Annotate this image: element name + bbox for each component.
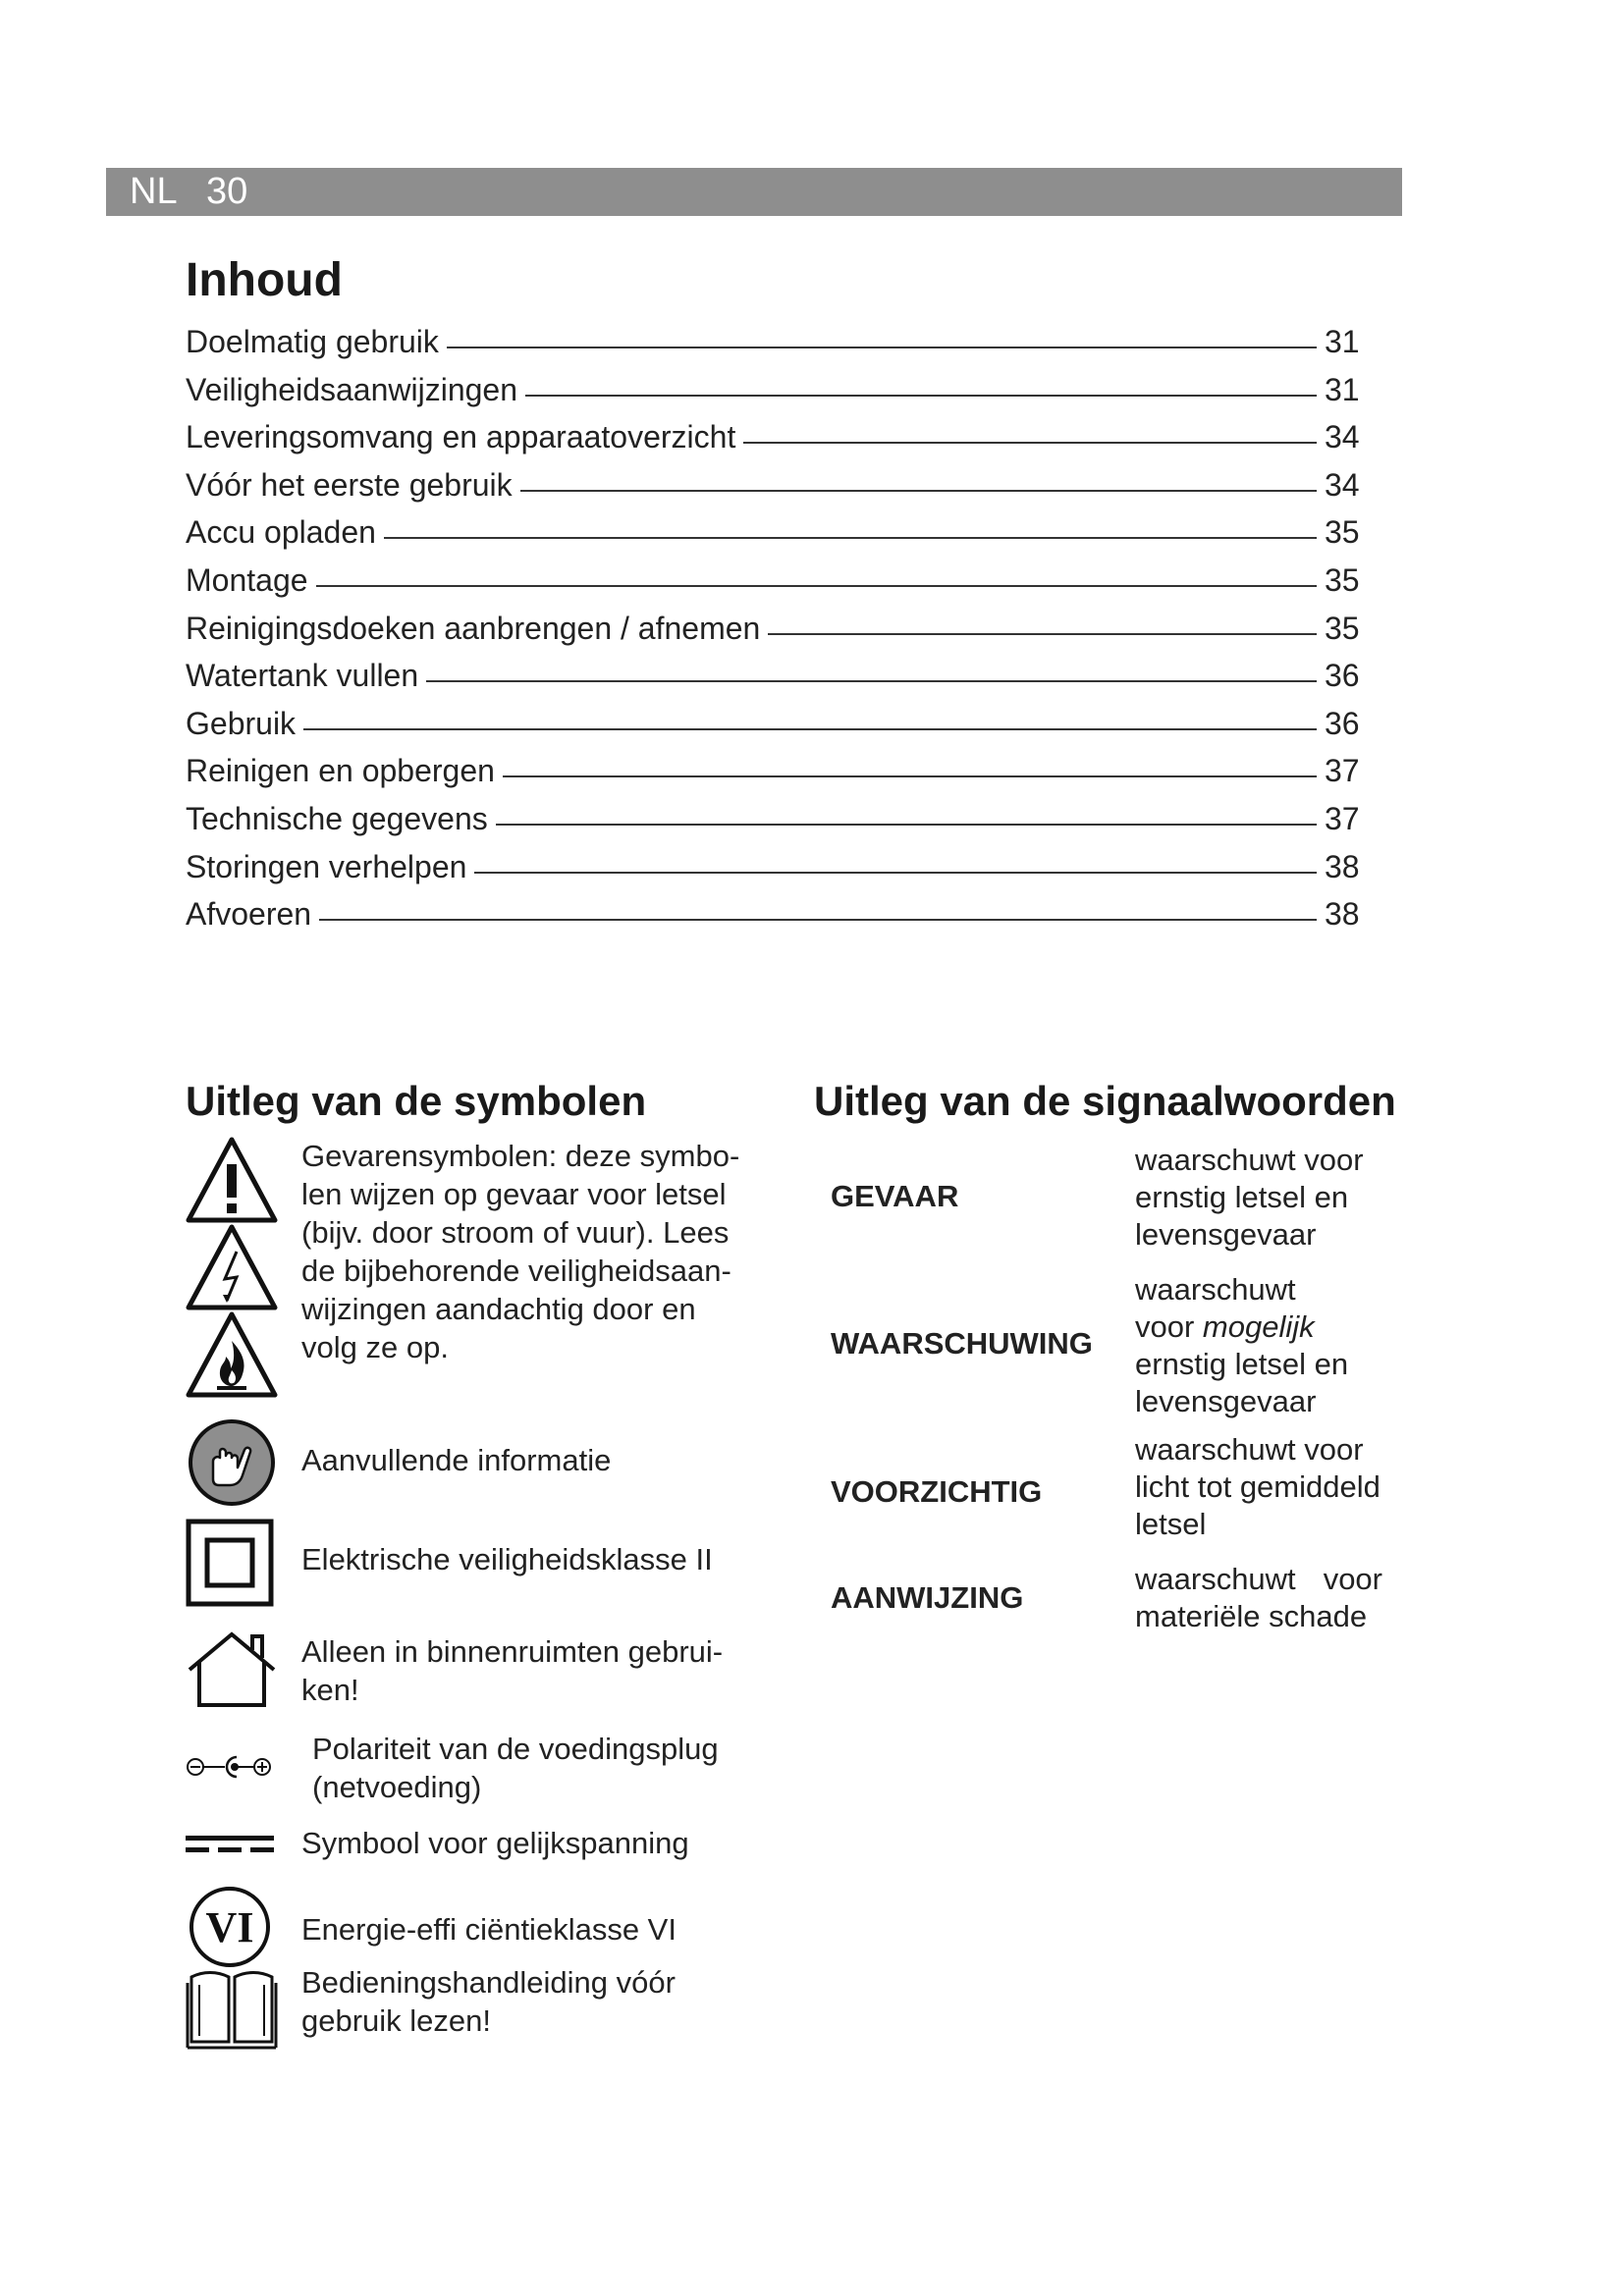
- symbol-polarity: [186, 1728, 719, 1806]
- toc-entry[interactable]: [186, 324, 1374, 372]
- toc-leader-line: [496, 824, 1317, 826]
- symbol-energy: [186, 1885, 677, 1969]
- book-icon: [186, 1963, 278, 2052]
- toc-entry-label: Reinigingsdoeken aanbrengen / afnemen: [186, 610, 761, 646]
- double-square-icon: [186, 1519, 278, 1607]
- toc-entry-label: Montage: [186, 561, 308, 598]
- energy-class-vi-icon: [186, 1885, 278, 1969]
- info-description: Aanvullende informatie: [301, 1443, 612, 1477]
- signals-title: Uitleg van de signaalwoorden: [814, 1078, 1396, 1124]
- symbols-title: Uitleg van de symbolen: [186, 1078, 647, 1124]
- toc-entry-page: 34: [1325, 419, 1360, 455]
- energy-badge: VI: [205, 1903, 254, 1951]
- symbol-class2: [186, 1519, 713, 1607]
- toc-leader-line: [743, 442, 1317, 444]
- toc-leader-line: [525, 395, 1317, 397]
- toc-entry-label: Afvoeren: [186, 896, 312, 933]
- toc-entry-page: 36: [1325, 658, 1360, 694]
- toc-entry-label: Leveringsomvang en apparaatoverzicht: [186, 419, 736, 455]
- signal-word: WAARSCHUWING: [831, 1326, 1093, 1361]
- header-page-number: 30: [206, 171, 248, 212]
- header-language: NL: [130, 171, 178, 212]
- toc-entry-label: Storingen verhelpen: [186, 848, 467, 884]
- toc-entry-page: 37: [1325, 800, 1360, 836]
- table-of-contents: [186, 324, 1374, 944]
- toc-entry-label: Accu opladen: [186, 514, 376, 551]
- toc-entry[interactable]: [186, 514, 1374, 562]
- toc-entry[interactable]: [186, 753, 1374, 801]
- toc-entry[interactable]: [186, 849, 1374, 897]
- house-icon: [186, 1630, 278, 1709]
- toc-leader-line: [319, 919, 1317, 921]
- page-header-bar: [106, 168, 1402, 216]
- signal-description: waarschuwt voor materiële schade: [1135, 1562, 1382, 1633]
- toc-leader-line: [384, 537, 1317, 539]
- toc-entry-page: 31: [1325, 324, 1360, 359]
- class2-description: Elektrische veiligheidsklasse II: [301, 1542, 713, 1576]
- signal-word: VOORZICHTIG: [831, 1474, 1043, 1509]
- toc-entry-page: 35: [1325, 514, 1360, 551]
- toc-entry-page: 35: [1325, 610, 1360, 646]
- electric-shock-icon: [189, 1227, 275, 1308]
- toc-entry[interactable]: [186, 562, 1374, 611]
- signal-word: AANWIJZING: [831, 1580, 1024, 1615]
- fire-hazard-icon: [189, 1314, 275, 1395]
- toc-entry-label: Vóór het eerste gebruik: [186, 466, 513, 503]
- toc-entry[interactable]: [186, 467, 1374, 515]
- signal-description: waarschuwt voor mogelijk ernstig letsel en levensgevaar: [1135, 1272, 1349, 1418]
- toc-leader-line: [520, 490, 1317, 492]
- toc-leader-line: [768, 633, 1317, 635]
- warning-icons: [186, 1137, 278, 1402]
- toc-entry-page: 31: [1325, 371, 1360, 407]
- polarity-description: Polariteit van de voedingsplug (netvoeding): [312, 1732, 719, 1804]
- toc-leader-line: [316, 585, 1317, 587]
- energy-description: Energie-effi ciëntieklasse VI: [301, 1912, 677, 1947]
- symbol-indoor: [186, 1630, 724, 1709]
- toc-entry[interactable]: [186, 658, 1374, 706]
- toc-entry-label: Reinigen en opbergen: [186, 753, 495, 789]
- toc-entry[interactable]: [186, 372, 1374, 420]
- toc-entry[interactable]: [186, 611, 1374, 659]
- toc-entry[interactable]: [186, 896, 1374, 944]
- toc-entry-page: 38: [1325, 848, 1360, 884]
- toc-title: Inhoud: [186, 254, 343, 306]
- warning-triangle-icon: [189, 1140, 275, 1220]
- toc-entry[interactable]: [186, 801, 1374, 849]
- signal-description: waarschuwt voor licht tot gemiddeld letsel: [1135, 1432, 1380, 1541]
- symbol-warning-group: [186, 1137, 740, 1402]
- hand-info-icon: [186, 1418, 278, 1507]
- toc-leader-line: [426, 680, 1317, 682]
- symbol-info: [186, 1418, 612, 1507]
- toc-entry-label: Gebruik: [186, 705, 297, 741]
- signal-word: GEVAAR: [831, 1179, 959, 1213]
- toc-entry-label: Watertank vullen: [186, 658, 419, 694]
- toc-entry[interactable]: [186, 419, 1374, 467]
- toc-leader-line: [474, 872, 1317, 874]
- symbol-dc: [186, 1824, 689, 1863]
- symbol-manual: [186, 1963, 676, 2052]
- toc-entry-page: 38: [1325, 896, 1360, 933]
- polarity-icon: [186, 1728, 311, 1806]
- toc-leader-line: [503, 775, 1317, 777]
- toc-entry-label: Technische gegevens: [186, 800, 488, 836]
- toc-entry-page: 36: [1325, 705, 1360, 741]
- warning-description: Gevarensymbolen: deze symbo- len wijzen op gevaar voor letsel (bijv. door stroom of vuur). Lees de bijbehorende veiligheidsaan- wijzingen aandachtig door en volg ze op.: [301, 1139, 740, 1364]
- dc-description: Symbool voor gelijkspanning: [301, 1826, 689, 1860]
- signal-description: waarschuwt voor ernstig letsel en levensgevaar: [1135, 1143, 1364, 1252]
- toc-leader-line: [447, 347, 1317, 348]
- toc-entry[interactable]: [186, 706, 1374, 754]
- dc-voltage-icon: [186, 1824, 278, 1863]
- toc-entry-page: 37: [1325, 753, 1360, 789]
- manual-description: Bedieningshandleiding vóór gebruik lezen!: [301, 1965, 676, 2038]
- toc-entry-label: Doelmatig gebruik: [186, 324, 439, 359]
- toc-entry-label: Veiligheidsaanwijzingen: [186, 371, 518, 407]
- indoor-description: Alleen in binnenruimten gebrui- ken!: [301, 1634, 724, 1707]
- toc-leader-line: [303, 728, 1317, 730]
- toc-entry-page: 35: [1325, 561, 1360, 598]
- toc-entry-page: 34: [1325, 466, 1360, 503]
